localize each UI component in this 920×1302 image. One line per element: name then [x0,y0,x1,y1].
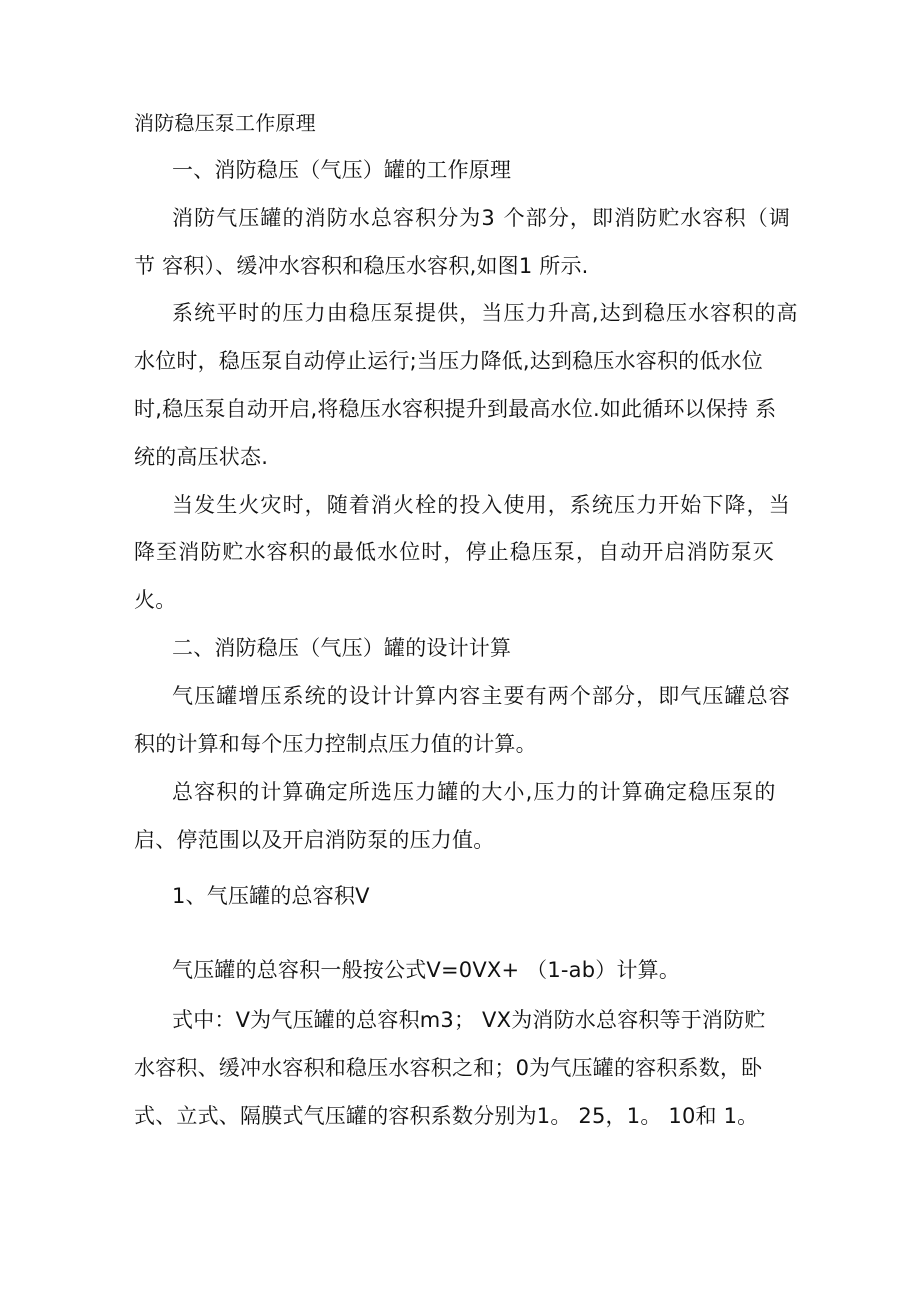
paragraph-line: 总容积的计算确定所选压力罐的大小,压力的计算确定稳压泵的 [172,780,777,804]
paragraph-line: 消防气压罐的消防水总容积分为3 个部分，即消防贮水容积（调 [172,206,791,230]
paragraph-line: 系统平时的压力由稳压泵提供，当压力升高,达到稳压水容积的高 [172,301,799,325]
paragraph-line: 式中：V为气压罐的总容积m3； VX为消防水总容积等于消防贮 [172,1008,766,1032]
paragraph-line: 积的计算和每个压力控制点压力值的计算。 [134,732,537,756]
paragraph-line: 水容积、缓冲水容积和稳压水容积之和；0为气压罐的容积系数，卧 [134,1056,763,1080]
formula-line: 气压罐的总容积一般按公式V=0VX+ （1-ab）计算。 [172,958,681,982]
paragraph-line: 时,稳压泵自动开启,将稳压水容积提升到最高水位.如此循环以保持 系 [134,397,777,421]
document-title: 消防稳压泵工作原理 [134,111,316,135]
paragraph-line: 统的高压状态. [134,445,269,469]
paragraph-line: 气压罐增压系统的设计计算内容主要有两个部分，即气压罐总容 [172,684,791,708]
subsection-heading-1: 1、气压罐的总容积V [172,884,370,908]
section-heading-1: 一、消防稳压（气压）罐的工作原理 [172,158,512,182]
section-heading-2: 二、消防稳压（气压）罐的设计计算 [172,636,512,660]
paragraph-line: 降至消防贮水容积的最低水位时，停止稳压泵，自动开启消防泵灭 [134,540,775,564]
paragraph-line: 火。 [134,588,177,612]
paragraph-line: 水位时，稳压泵自动停止运行;当压力降低,达到稳压水容积的低水位 [134,349,763,373]
paragraph-line: 式、立式、隔膜式气压罐的容积系数分别为1。 25，1。 10和 1。 [134,1104,759,1128]
paragraph-line: 节 容积）、缓冲水容积和稳压水容积,如图1 所示. [134,254,589,278]
paragraph-line: 当发生火灾时，随着消火栓的投入使用，系统压力开始下降，当 [172,493,791,517]
paragraph-line: 启、停范围以及开启消防泵的压力值。 [134,828,495,852]
